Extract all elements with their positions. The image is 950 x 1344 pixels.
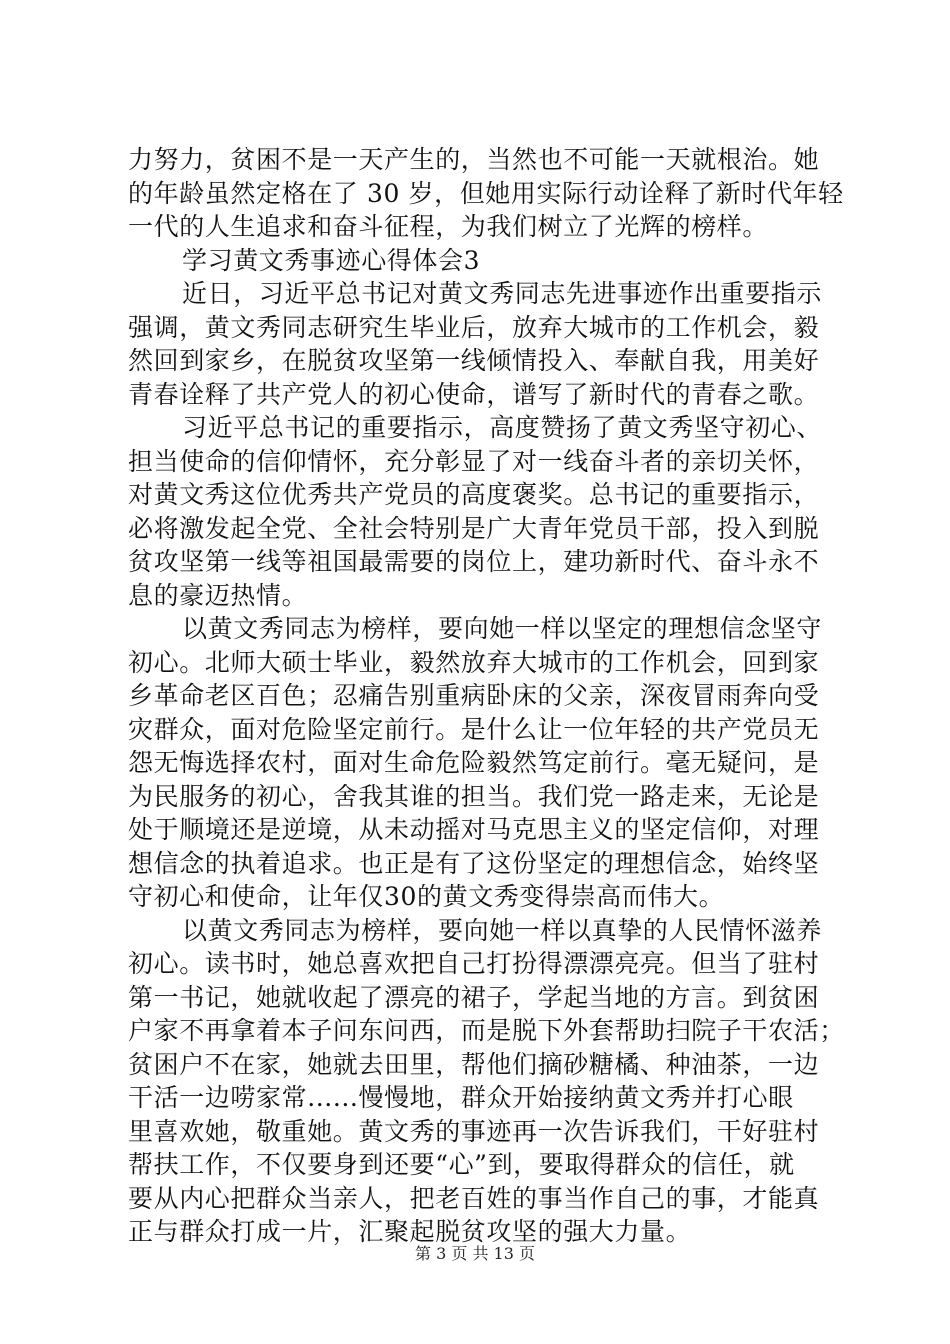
page-number-footer: 第 3 页 共 13 页 xyxy=(415,1244,535,1263)
text-line: 贫困户不在家，她就去田里，帮他们摘砂糖橘、种油茶，一边 xyxy=(128,1049,820,1079)
text-line: 初心。读书时，她总喜欢把自己打扮得漂漂亮亮。但当了驻村 xyxy=(128,949,820,978)
text-line: 想信念的执着追求。也正是有了这份坚定的理想信念，始终坚 xyxy=(128,848,820,878)
text-line: 乡革命老区百色；忍痛告别重病卧床的父亲，深夜冒雨奔向受 xyxy=(128,681,820,710)
section-heading: 学习黄文秀事迹心得体会3 xyxy=(182,245,481,275)
text-line: 的年龄虽然定格在了 30 岁，但她用实际行动诠释了新时代年轻 xyxy=(128,178,844,208)
text-line: 贫攻坚第一线等祖国最需要的岗位上，建功新时代、奋斗永不 xyxy=(128,547,820,576)
text-line: 近日，习近平总书记对黄文秀同志先进事迹作出重要指示 xyxy=(182,279,823,308)
text-line: 息的豪迈热情。 xyxy=(128,580,308,610)
text-line: 对黄文秀这位优秀共产党员的高度褒奖。总书记的重要指示， xyxy=(128,480,820,509)
text-line: 干活一边唠家常......慢慢地，群众开始接纳黄文秀并打心眼 xyxy=(128,1083,794,1112)
text-line: 以黄文秀同志为榜样，要向她一样以真挚的人民情怀滋养 xyxy=(182,915,823,945)
text-line: 正与群众打成一片，汇聚起脱贫攻坚的强大力量。 xyxy=(128,1217,692,1246)
text-line: 帮扶工作，不仅要身到还要“心”到，要取得群众的信任，就 xyxy=(128,1150,795,1179)
text-line: 为民服务的初心，舍我其谁的担当。我们党一路走来，无论是 xyxy=(128,781,820,811)
text-line: 一代的人生追求和奋斗征程，为我们树立了光辉的榜样。 xyxy=(128,212,769,241)
text-line: 户家不再拿着本子问东问西，而是脱下外套帮助扫院子干农活； xyxy=(128,1016,845,1045)
text-line: 习近平总书记的重要指示，高度赞扬了黄文秀坚守初心、 xyxy=(182,413,823,442)
text-line: 怨无悔选择农村，面对生命危险毅然笃定前行。毫无疑问，是 xyxy=(128,748,820,777)
text-line: 必将激发起全党、全社会特别是广大青年党员干部，投入到脱 xyxy=(128,513,820,543)
text-line: 青春诠释了共产党人的初心使命，谱写了新时代的青春之歌。 xyxy=(128,379,820,409)
text-line: 力努力，贫困不是一天产生的，当然也不可能一天就根治。她 xyxy=(128,145,820,174)
document-body xyxy=(128,143,845,1249)
text-line: 处于顺境还是逆境，从未动摇对马克思主义的坚定信仰，对理 xyxy=(128,815,820,844)
text-line: 然回到家乡，在脱贫攻坚第一线倾情投入、奉献自我，用美好 xyxy=(128,346,820,375)
text-line: 要从内心把群众当亲人，把老百姓的事当作自己的事，才能真 xyxy=(128,1183,820,1213)
text-line: 里喜欢她，敬重她。黄文秀的事迹再一次告诉我们，干好驻村 xyxy=(128,1116,820,1146)
text-line: 强调，黄文秀同志研究生毕业后，放弃大城市的工作机会，毅 xyxy=(128,312,820,342)
text-line: 以黄文秀同志为榜样，要向她一样以坚定的理想信念坚守 xyxy=(182,614,823,643)
text-line: 灾群众，面对危险坚定前行。是什么让一位年轻的共产党员无 xyxy=(128,714,820,744)
text-line: 守初心和使命，让年仅30的黄文秀变得崇高而伟大。 xyxy=(128,882,725,911)
text-line: 担当使命的信仰情怀，充分彰显了对一线奋斗者的亲切关怀， xyxy=(128,446,820,476)
text-line: 第一书记，她就收起了漂亮的裙子，学起当地的方言。到贫困 xyxy=(128,982,820,1012)
text-line: 初心。北师大硕士毕业，毅然放弃大城市的工作机会，回到家 xyxy=(128,647,820,677)
